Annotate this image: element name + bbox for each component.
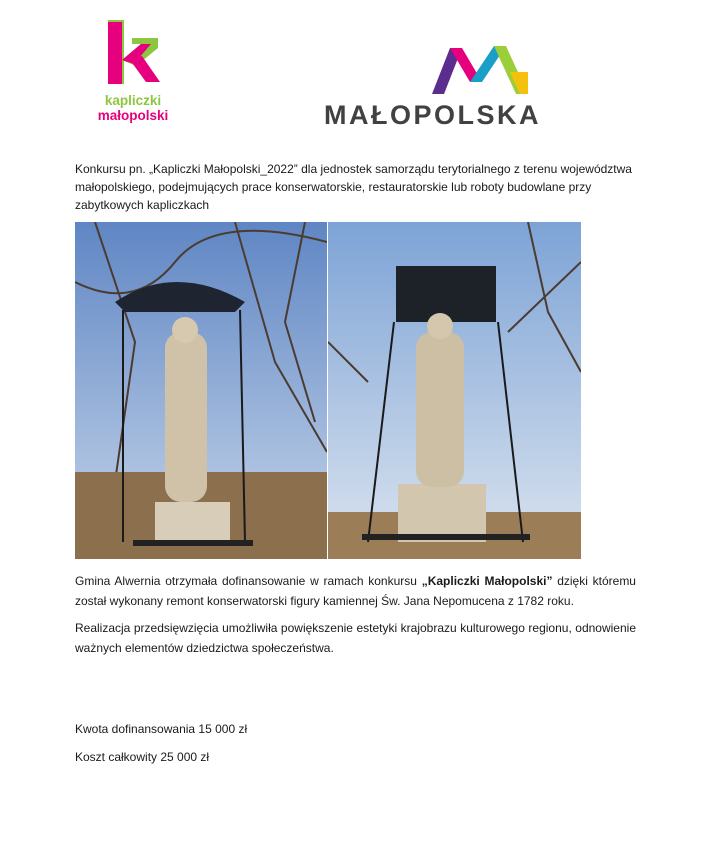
impact-paragraph: Realizacja przedsięwzięcia umożliwiła powiększenie estetyki krajobrazu kulturowego regionu, odnowienie ważnych elementów dziedzictwa społeczeństwa. bbox=[75, 621, 636, 655]
kapliczki-logo-line1: kapliczki bbox=[104, 93, 162, 108]
statue-photo-left bbox=[75, 222, 327, 559]
total-cost: Koszt całkowity 25 000 zł bbox=[75, 750, 210, 764]
funding-paragraph bbox=[75, 571, 636, 611]
malopolska-m-icon bbox=[322, 42, 638, 94]
intro-text: Konkursu pn. „Kapliczki Małopolski_2022” dla jednostek samorządu terytorialnego z terenu województwa małopolskiego, podejmujących prace konserwatorskie, restauratorskie lub roboty budowlane przy zabytkowych kapliczkach bbox=[75, 162, 632, 212]
funding-paragraph-end: dzięki któremu został wykonany remont konserwatorski figury kamiennej Św. Jana Nepomucena z 1782 roku. bbox=[75, 574, 636, 608]
statue-photo-right bbox=[328, 222, 581, 559]
malopolska-wordmark: MAŁOPOLSKA bbox=[324, 100, 541, 130]
contest-name: „Kapliczki Małopolski” bbox=[421, 574, 553, 588]
funding-paragraph-start: Gmina Alwernia otrzymała dofinansowanie w ramach konkursu bbox=[75, 574, 422, 588]
funding-amount: Kwota dofinansowania 15 000 zł bbox=[75, 722, 248, 736]
k-letter-icon bbox=[86, 20, 181, 92]
kapliczki-logo-caption bbox=[88, 93, 178, 123]
kapliczki-logo-line2: małopolski bbox=[97, 108, 169, 123]
